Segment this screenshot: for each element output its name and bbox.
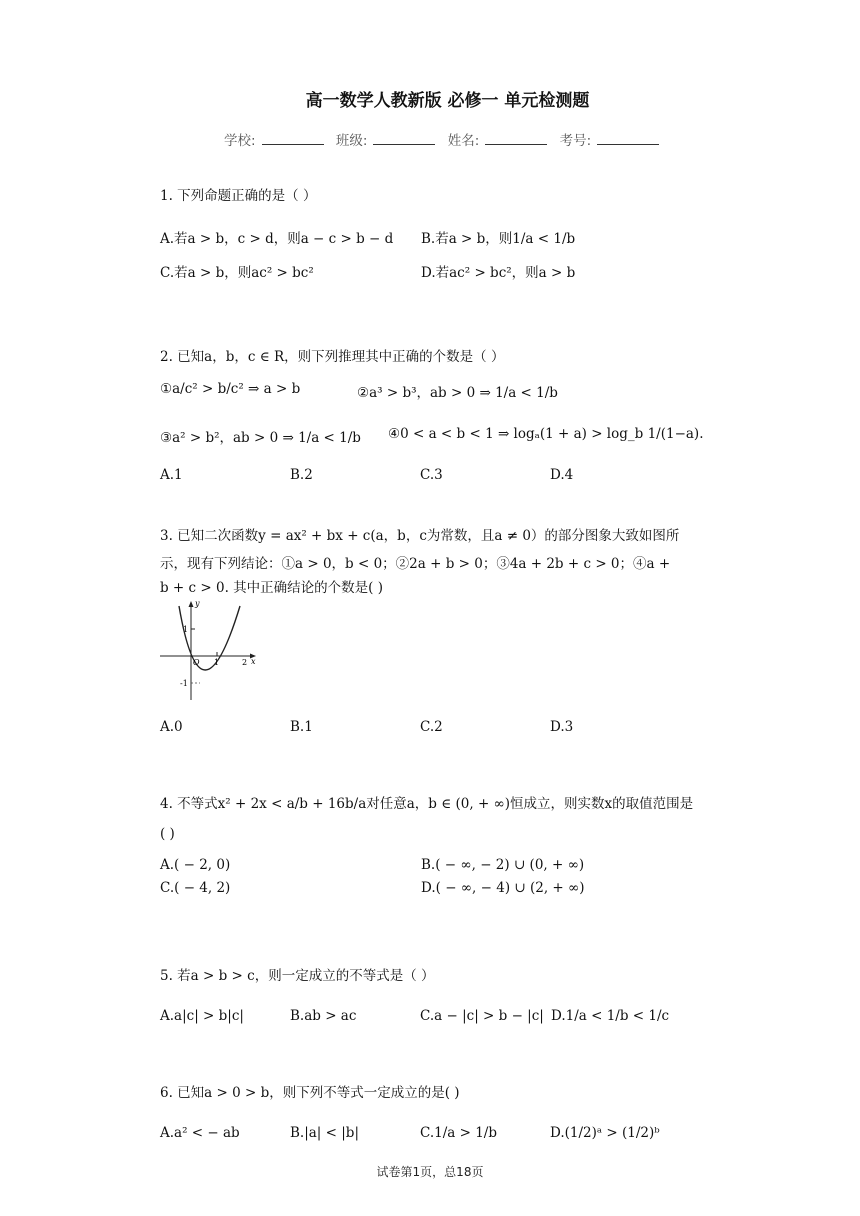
q2-option-c: C.3 [420,467,443,483]
q6-stem: 6. 已知a > 0 > b，则下列不等式一定成立的是( ) [160,1085,460,1101]
graph-origin-label: O [193,658,200,667]
q4-option-d: D.( − ∞, − 4) ∪ (2, + ∞) [421,880,585,896]
q3-stem-line3: b + c > 0. 其中正确结论的个数是( ) [160,580,383,596]
q2-item-3: ③a² > b²，ab > 0 ⇒ 1/a < 1/b [160,430,361,446]
q3-option-a: A.0 [160,719,183,735]
school-label: 学校: [224,133,256,149]
graph-y1-label: 1 [183,625,189,634]
y-axis-arrow [189,601,194,607]
q6-option-c: C.1/a > 1/b [420,1125,497,1141]
q2-item-4: ④0 < a < b < 1 ⇒ logₐ(1 + a) > log_b 1/(1−a). [388,426,704,442]
q6-option-d: D.(1/2)ᵃ > (1/2)ᵇ [550,1125,660,1141]
q3-stem-line2: 示，现有下列结论：①a > 0，b < 0；②2a + b > 0；③4a + 2b + c > 0；④a + [160,556,671,572]
student-info-line [224,129,667,149]
q4-option-c: C.( − 4, 2) [160,880,231,896]
name-label: 姓名: [447,133,480,149]
q3-stem-line1: 3. 已知二次函数y = ax² + bx + c(a，b，c为常数，且a ≠ 0）的部分图象大致如图所 [160,528,680,544]
q6-option-b: B.|a| < |b| [290,1125,359,1141]
q2-option-a: A.1 [160,467,183,483]
q3-option-c: C.2 [420,719,443,735]
graph-yneg1-label: -1 [180,679,188,688]
q2-item-2: ②a³ > b³，ab > 0 ⇒ 1/a < 1/b [357,385,558,401]
q2-stem: 2. 已知a，b，c ∈ R，则下列推理其中正确的个数是（ ） [160,349,505,365]
q5-option-d: D.1/a < 1/b < 1/c [551,1008,670,1024]
school-blank [262,132,324,145]
q4-option-a: A.( − 2, 0) [160,857,231,873]
q4-option-b: B.( − ∞, − 2) ∪ (0, + ∞) [421,857,585,873]
q1-option-c: C.若a > b，则ac² > bc² [160,265,314,281]
class-blank [373,132,435,145]
parabola-curve [179,606,240,670]
graph-x1-label: 1 [214,658,220,667]
graph-x-label: x [251,657,256,666]
q4-stem-line1: 4. 不等式x² + 2x < a/b + 16b/a对任意a，b ∈ (0, + ∞)恒成立，则实数x的取值范围是 [160,796,694,812]
number-blank [597,132,659,145]
q1-option-d: D.若ac² > bc²，则a > b [421,265,576,281]
q3-option-d: D.3 [550,719,574,735]
q5-option-a: A.a|c| > b|c| [160,1008,244,1024]
graph-y-label: y [195,599,200,608]
number-label: 考号: [559,133,592,149]
q3-option-b: B.1 [290,719,313,735]
q1-option-a: A.若a > b，c > d，则a − c > b − d [160,231,394,247]
q1-stem: 1. 下列命题正确的是（ ） [160,188,317,204]
graph-x2-label: 2 [242,658,248,667]
q5-stem: 5. 若a > b > c，则一定成立的不等式是（ ） [160,968,435,984]
class-label: 班级: [335,133,368,149]
q2-option-d: D.4 [550,467,574,483]
q2-option-b: B.2 [290,467,313,483]
q2-item-1: ①a/c² > b/c² ⇒ a > b [160,381,301,397]
parabola-graph [158,598,260,702]
q5-option-c: C.a − |c| > b − |c| [420,1008,544,1024]
page-title: 高一数学人教新版 必修一 单元检测题 [305,91,590,111]
q5-option-b: B.ab > ac [290,1008,357,1024]
q1-option-b: B.若a > b，则1/a < 1/b [421,231,576,247]
q6-option-a: A.a² < − ab [160,1125,240,1141]
name-blank [485,132,547,145]
q4-stem-line2: ( ) [160,826,175,842]
page-footer: 试卷第1页，总18页 [376,1165,484,1179]
